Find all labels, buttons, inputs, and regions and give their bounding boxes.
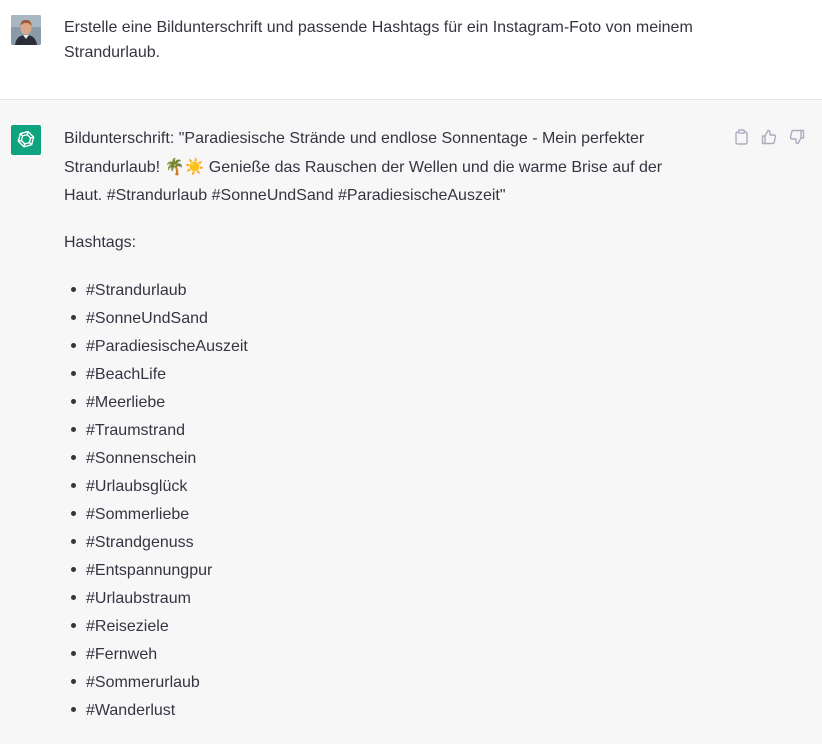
hashtag-item: #Entspannungpur <box>64 557 704 585</box>
thumbs-up-icon <box>761 129 777 145</box>
hashtag-list <box>64 277 704 725</box>
hashtag-item: #Urlaubsglück <box>64 473 704 501</box>
dislike-button[interactable] <box>788 128 806 146</box>
copy-button[interactable] <box>732 128 750 146</box>
hashtag-item: #Strandurlaub <box>64 277 704 305</box>
palm-sun-emoji: 🌴☀️ <box>164 157 205 176</box>
hashtag-item: #SonneUndSand <box>64 305 704 333</box>
caption-paragraph <box>64 125 704 210</box>
user-message-text: Erstelle eine Bildunterschrift und passende Hashtags für ein Instagram-Foto von meinem Strandurlaub. <box>64 19 693 61</box>
hashtag-item: #Fernweh <box>64 641 704 669</box>
hashtag-item: #Reiseziele <box>64 613 704 641</box>
user-message-row <box>0 0 822 100</box>
caption-text-end: Genieße das Rauschen der Wellen und die warme Brise auf der Haut. #Strandurlaub #SonneUndSand #ParadiesischeAuszeit" <box>64 159 663 204</box>
assistant-message-row <box>0 100 822 744</box>
clipboard-icon <box>734 129 749 145</box>
hashtag-item: #BeachLife <box>64 361 704 389</box>
hashtag-item: #ParadiesischeAuszeit <box>64 333 704 361</box>
user-avatar <box>11 15 41 45</box>
hashtag-item: #Urlaubstraum <box>64 585 704 613</box>
hashtag-item: #Sommerurlaub <box>64 669 704 697</box>
hashtag-item: #Sommerliebe <box>64 501 704 529</box>
hashtags-heading: Hashtags: <box>64 234 137 251</box>
hashtag-item: #Strandgenuss <box>64 529 704 557</box>
message-actions <box>732 128 806 146</box>
hashtag-item: #Meerliebe <box>64 389 704 417</box>
assistant-message-content <box>64 125 704 725</box>
like-button[interactable] <box>760 128 778 146</box>
hashtag-item: #Wanderlust <box>64 697 704 725</box>
hashtag-item: #Traumstrand <box>64 417 704 445</box>
chatgpt-logo-icon <box>11 125 41 155</box>
caption-text-start: Bildunterschrift: "Paradiesische Strände und endlose Sonnentage - Mein perfekter Strandurlaub! <box>64 130 645 176</box>
hashtag-item: #Sonnenschein <box>64 445 704 473</box>
thumbs-down-icon <box>789 129 805 145</box>
